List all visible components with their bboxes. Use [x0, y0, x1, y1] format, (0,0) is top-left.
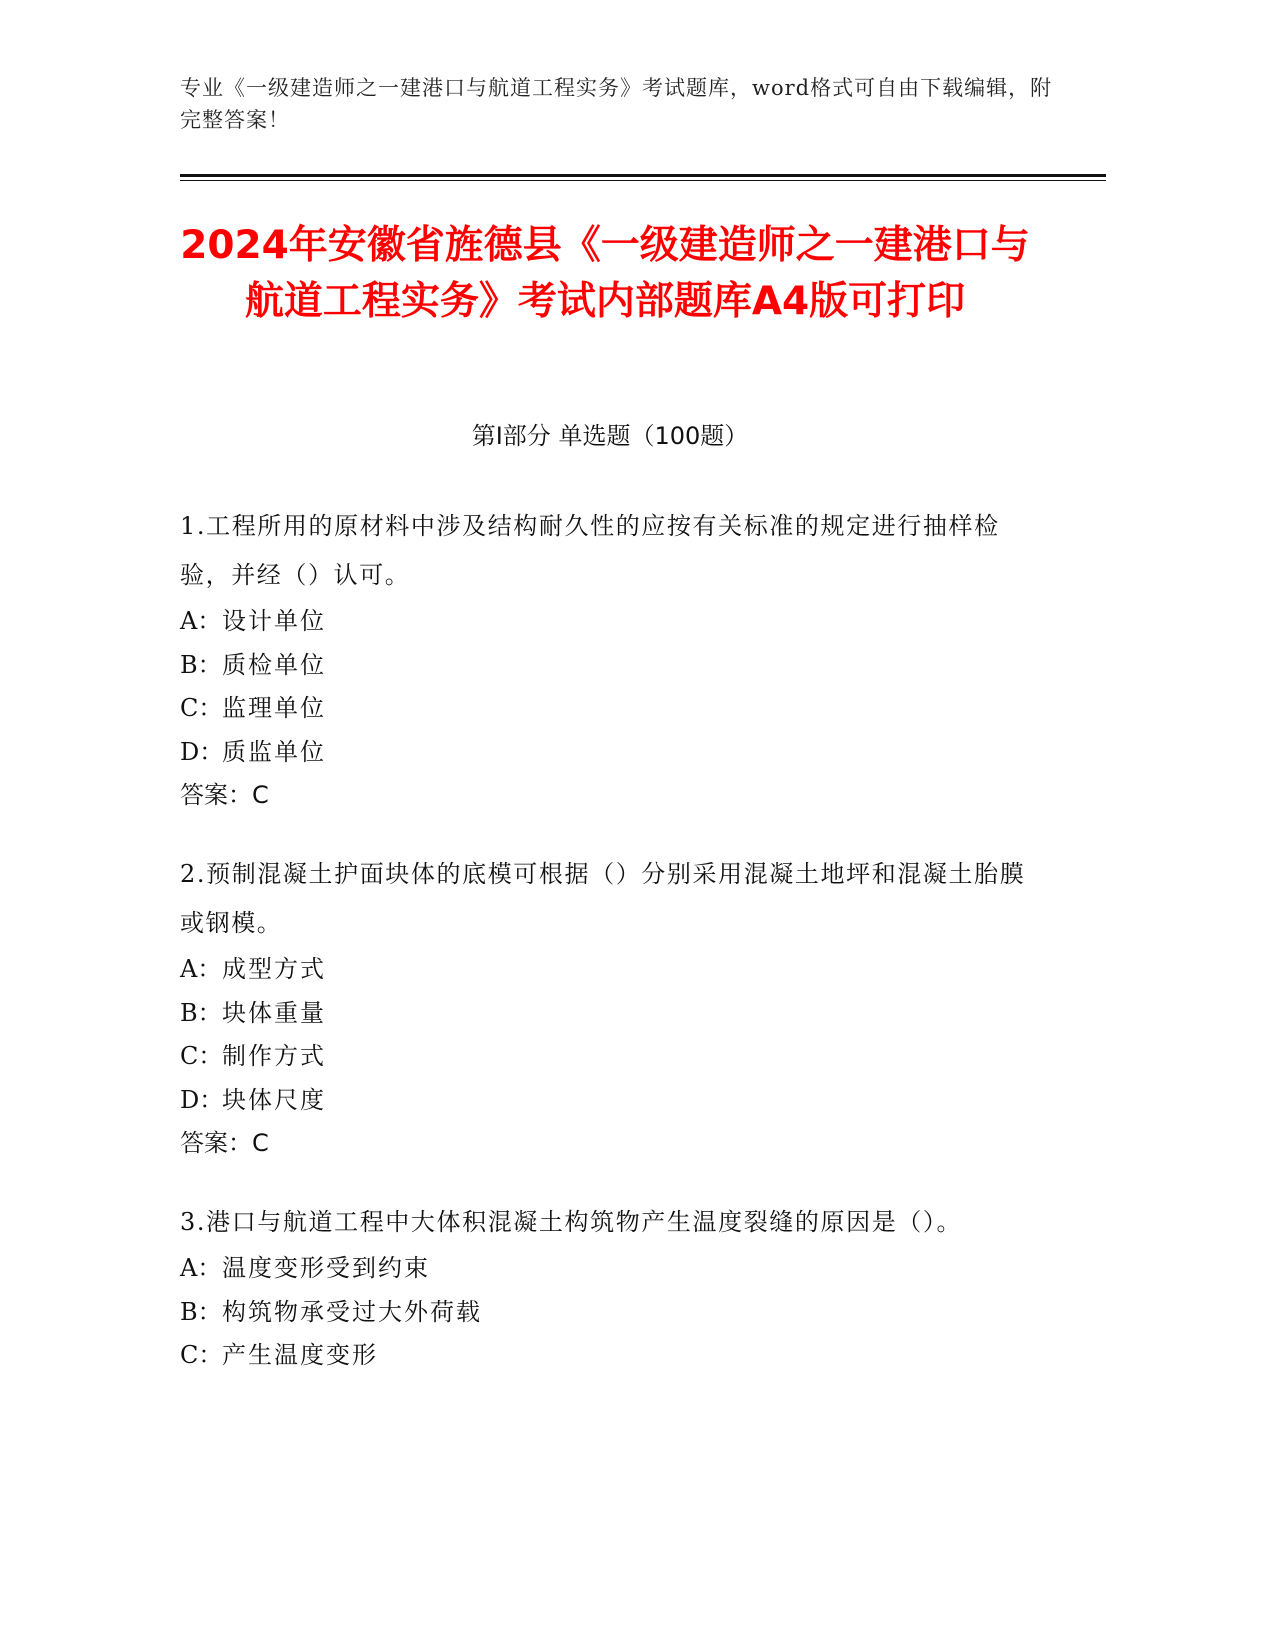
option-text: 质检单位 — [222, 650, 326, 679]
option-d — [180, 1079, 1040, 1123]
option-text: 温度变形受到约束 — [222, 1254, 430, 1282]
document-title: 2024年安徽省旌德县《一级建造师之一建港口与航道工程实务》考试内部题库A4版可打印 — [180, 223, 1030, 324]
question-3 — [180, 1198, 1040, 1378]
option-b — [180, 644, 1040, 688]
question-stem: 3.港口与航道工程中大体积混凝土构筑物产生温度裂缝的原因是（）。 — [180, 1208, 963, 1236]
answer-line: 答案：C — [180, 781, 269, 809]
option-key: A： — [180, 1254, 222, 1282]
option-key: D： — [180, 1085, 224, 1114]
question-1 — [180, 502, 1040, 818]
option-text: 设计单位 — [222, 607, 326, 635]
option-key: C： — [180, 694, 223, 722]
option-text: 监理单位 — [222, 694, 326, 722]
option-a — [180, 1247, 1040, 1291]
option-a — [180, 600, 1040, 644]
option-text: 质监单位 — [222, 737, 326, 766]
option-a — [180, 948, 1040, 992]
header-note: 专业《一级建造师之一建港口与航道工程实务》考试题库，word格式可自由下载编辑，附完整答案！ — [180, 76, 1053, 132]
option-text: 构筑物承受过大外荷载 — [222, 1297, 482, 1326]
option-key: B： — [180, 998, 222, 1027]
option-key: C： — [180, 1042, 223, 1070]
option-key: A： — [180, 607, 222, 635]
option-key: B： — [180, 1297, 222, 1326]
header-rule-thin — [180, 180, 1106, 181]
option-b — [180, 1291, 1040, 1335]
option-text: 产生温度变形 — [222, 1341, 378, 1369]
option-text: 成型方式 — [222, 955, 326, 983]
option-c — [180, 1035, 1040, 1079]
section-heading: 第Ⅰ部分 单选题（100题） — [471, 422, 749, 450]
option-text: 制作方式 — [222, 1042, 326, 1070]
option-key: C： — [180, 1341, 223, 1369]
option-text: 块体重量 — [222, 998, 326, 1027]
question-stem: 1.工程所用的原材料中涉及结构耐久性的应按有关标准的规定进行抽样检验，并经（）认可。 — [180, 512, 1000, 589]
option-key: B： — [180, 650, 222, 679]
option-key: A： — [180, 955, 222, 983]
question-2 — [180, 850, 1040, 1166]
option-d — [180, 731, 1040, 775]
option-c — [180, 687, 1040, 731]
option-key: D： — [180, 737, 224, 766]
option-b — [180, 992, 1040, 1036]
answer-line: 答案：C — [180, 1129, 269, 1157]
header-rule-thick — [180, 174, 1106, 177]
option-text: 块体尺度 — [222, 1085, 326, 1114]
question-stem: 2.预制混凝土护面块体的底模可根据（）分别采用混凝土地坪和混凝土胎膜或钢模。 — [180, 860, 1026, 937]
option-c — [180, 1334, 1040, 1378]
